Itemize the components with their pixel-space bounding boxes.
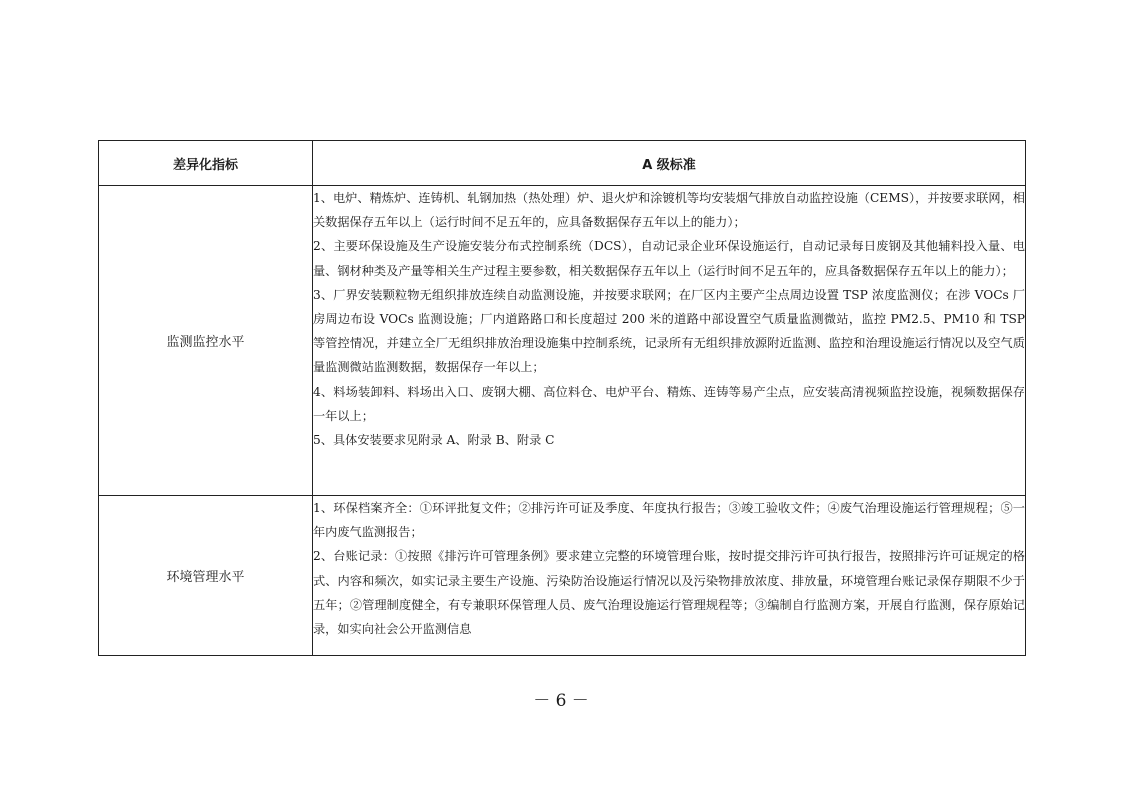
list-item: 5、具体安装要求见附录 A、附录 B、附录 C: [313, 433, 555, 448]
header-indicator: 差异化指标: [99, 141, 313, 186]
table-row: [99, 186, 1026, 496]
row-content-management: [313, 496, 1026, 656]
table-header-row: [99, 141, 1026, 186]
header-grade-a: A 级标准: [313, 141, 1026, 186]
list-item: 1、电炉、精炼炉、连铸机、轧钢加热（热处理）炉、退火炉和涂镀机等均安装烟气排放自动监控设施（CEMS），并按要求联网，相关数据保存五年以上（运行时间不足五年的，应具备数据保存五年以上的能力）；: [313, 191, 1025, 230]
row-label-monitoring: 监测监控水平: [99, 186, 313, 496]
table-row: [99, 496, 1026, 656]
list-item: 1、环保档案齐全：①环评批复文件；②排污许可证及季度、年度执行报告；③竣工验收文件；④废气治理设施运行管理规程；⑤一年内废气监测报告；: [313, 501, 1025, 540]
row-label-management: 环境管理水平: [99, 496, 313, 656]
list-item: 4、料场装卸料、料场出入口、废钢大棚、高位料仓、电炉平台、精炼、连铸等易产尘点，应安装高清视频监控设施，视频数据保存一年以上；: [313, 384, 1025, 423]
list-item: 2、主要环保设施及生产设施安装分布式控制系统（DCS），自动记录企业环保设施运行，自动记录每日废钢及其他辅料投入量、电量、钢材种类及产量等相关生产过程主要参数，相关数据保存五年以上（运行时间不足五年的，应具备数据保存五年以上的能力）；: [313, 239, 1025, 278]
page-number: － 6 －: [533, 691, 589, 711]
row-content-monitoring: [313, 186, 1026, 496]
list-item: 2、台账记录：①按照《排污许可管理条例》要求建立完整的环境管理台账，按时提交排污许可执行报告，按照排污许可证规定的格式、内容和频次，如实记录主要生产设施、污染防治设施运行情况以及污染物排放浓度、排放量，环境管理台账记录保存期限不少于五年；②管理制度健全，有专兼职环保管理人员、废气治理设施运行管理规程等；③编制自行监测方案，开展自行监测，保存原始记录，如实向社会公开监测信息: [313, 549, 1025, 637]
list-item: 3、厂界安装颗粒物无组织排放连续自动监测设施，并按要求联网；在厂区内主要产尘点周边设置 TSP 浓度监测仪；在涉 VOCs 厂房周边布设 VOCs 监测设施；厂内道路路口和长度超过 200 米的道路中部设置空气质量监测微站，监控 PM2.5、PM10 和 TSP 等管控情况，并建立全厂无组织排放治理设施集中控制系统，记录所有无组织排放源附近监测、监控和治理设施运行情况以及空气质量监测微站监测数据，数据保存一年以上；: [313, 287, 1025, 375]
standards-table: [98, 140, 1026, 656]
